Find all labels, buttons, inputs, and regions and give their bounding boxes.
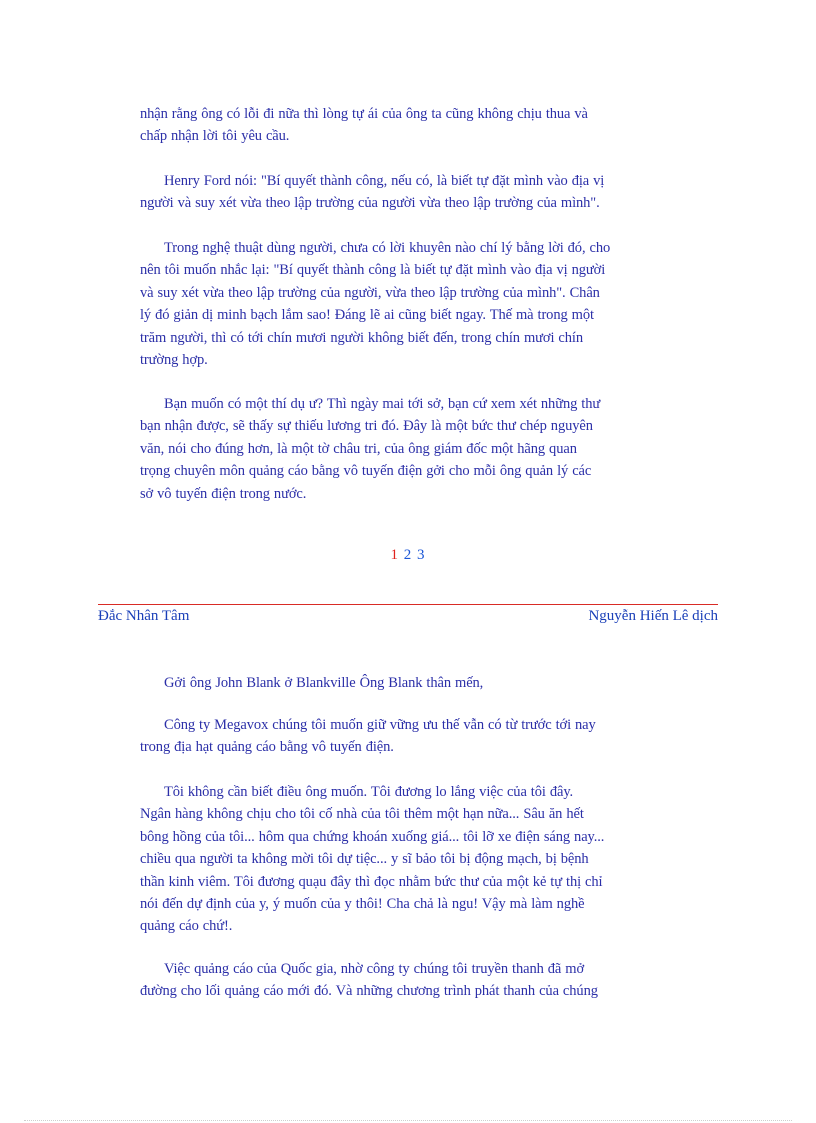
page-link-3[interactable]: 3 <box>417 547 426 563</box>
paragraph-human-relations: Trong nghệ thuật dùng người, chưa có lời khuyên nào chí lý bằng lời đó, cho nên tôi muốn nhắc lại: "Bí quyết thành công là biết tự đặt mình vào địa vị người và suy xét vừa theo lập trường của người, vừa theo lập trường của mình". Chân lý đó giản dị minh bạch lắm sao! Đáng lẽ ai cũng biết ngay. Thế mà trong một trăm người, thì có tới chín mươi người không biết đến, trong chín mươi chín trường hợp. <box>140 240 611 369</box>
letter-salutation: Gởi ông John Blank ở Blankville Ông Blank thân mến, <box>164 675 484 691</box>
page-current: 1 <box>390 547 399 563</box>
page-navigation <box>0 547 816 564</box>
paragraph-continuation: nhận rằng ông có lỗi đi nữa thì lòng tự ái của ông ta cũng không chịu thua và chấp nhận lời tôi yêu cầu. <box>140 106 588 145</box>
letter-paragraph-1: Công ty Megavox chúng tôi muốn giữ vững ưu thế vẫn có từ trước tới nay trong địa hạt quảng cáo bằng vô tuyến điện. <box>140 717 596 756</box>
paragraph-example-letter: Bạn muốn có một thí dụ ư? Thì ngày mai tới sở, bạn cứ xem xét những thư bạn nhận được, sẽ thấy sự thiếu lương tri đó. Đây là một bức thư chép nguyên văn, nói cho đúng hơn, là một tờ châu tri, của ông giám đốc một hãng quan trọng chuyên môn quảng cáo bằng vô tuyến điện gởi cho mỗi ông quản lý các sở vô tuyến điện trong nước. <box>140 396 601 502</box>
translator-credit: Nguyễn Hiến Lê dịch <box>588 608 718 624</box>
header-divider <box>98 604 718 605</box>
book-title: Đắc Nhân Tâm <box>98 608 190 624</box>
paragraph-henry-ford: Henry Ford nói: "Bí quyết thành công, nếu có, là biết tự đặt mình vào địa vị người và suy xét vừa theo lập trường của người vừa theo lập trường của mình". <box>140 173 605 212</box>
page-bottom-border <box>24 1120 792 1121</box>
page-link-2[interactable]: 2 <box>403 547 413 563</box>
letter-paragraph-2: Tôi không cần biết điều ông muốn. Tôi đương lo lắng việc của tôi đây. Ngân hàng không chịu cho tôi cố nhà của tôi thêm một hạn nữa... Sâu ăn hết bông hồng của tôi... hôm qua chứng khoán xuống giá... tôi lỡ xe điện sáng nay... chiều qua người ta không mời tôi dự tiệc... y sĩ bảo tôi bị động mạch, bị bệnh thần kinh viêm. Tôi đương quạu đây thì đọc nhằm bức thư của một kẻ tự thị chỉ nói đến dự định của y, ý muốn của y thôi! Cha chả là ngu! Vậy mà làm nghề quảng cáo chứ!. <box>140 784 605 935</box>
letter-paragraph-3: Việc quảng cáo của Quốc gia, nhờ công ty chúng tôi truyền thanh đã mở đường cho lối quảng cáo mới đó. Và những chương trình phát thanh của chúng <box>140 961 598 1000</box>
